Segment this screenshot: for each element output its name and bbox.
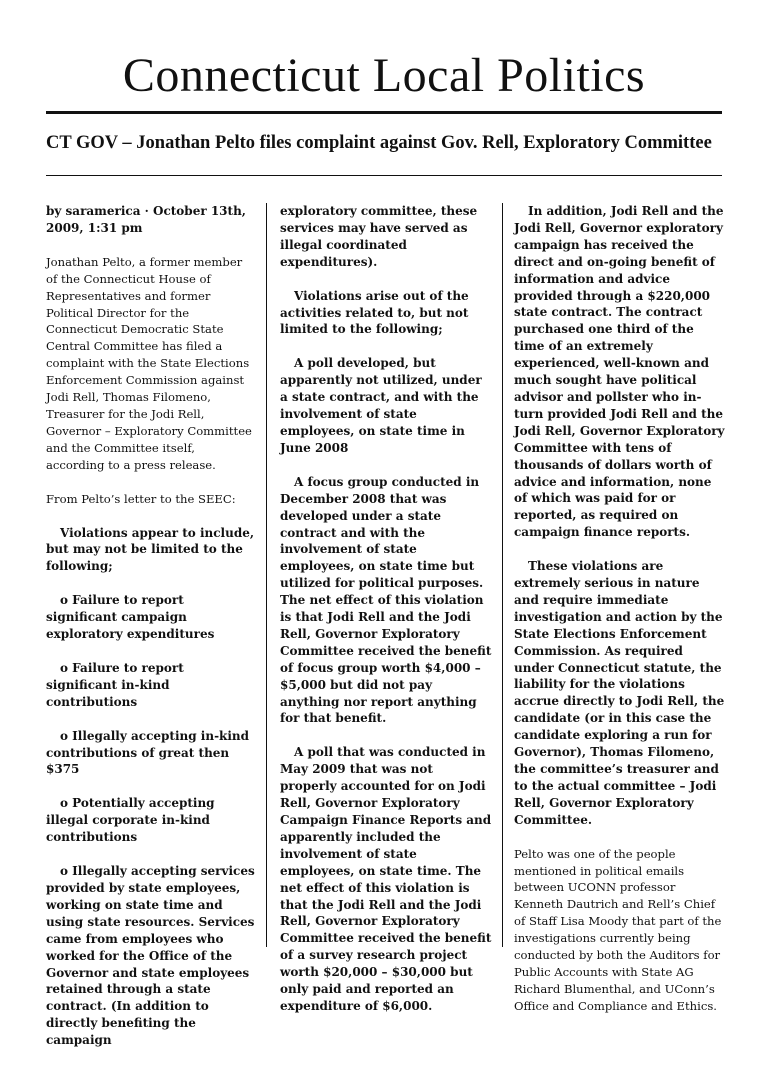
column-divider <box>502 203 503 947</box>
quote-paragraph: A poll that was conducted in May 2009 that was not properly accounted for on Jodi Rell, Governor Exploratory Campaign Finance Reports and apparently included the involvement of state employees, on state time. The net effect of this violation is that the Jodi Rell and the Jodi Rell, Governor Exploratory Committee received the benefit of a survey research project worth $20,000 – $30,000 but only paid and reported an expenditure of $6,000. <box>280 745 492 1013</box>
quote-paragraph: These violations are extremely serious in nature and require immediate investigation and action by the State Elections Enforcement Commission. As required under Connecticut statute, the liability for the violations accrue directly to Jodi Rell, the candidate (or in this case the candidate exploring a run for Governor), Thomas Filomeno, the committee’s treasurer and to the actual committee – Jodi Rell, Governor Exploratory Committee. <box>514 559 725 827</box>
headline-rule <box>46 175 722 176</box>
violation-item: o Failure to report significant in-kind contributions <box>46 660 184 709</box>
article-column-2 <box>280 203 492 1032</box>
violation-item: o Illegally accepting in-kind contributions of great then $375 <box>46 728 250 777</box>
violation-item: o Potentially accepting illegal corporate in-kind contributions <box>46 796 215 845</box>
masthead: Connecticut Local Politics <box>122 49 646 102</box>
paragraph: Pelto was one of the people mentioned in political emails between UCONN professor Kenneth Dautrich and Rell’s Chief of Staff Lisa Moody that part of the investigations currently being conducted by both the Auditors for Public Accounts with State AG Richard Blumenthal, and UConn’s Office and Compliance and Ethics. <box>514 846 722 1013</box>
article-headline[interactable]: CT GOV – Jonathan Pelto files complaint against Gov. Rell, Exploratory Committee <box>46 133 712 153</box>
article-column-1 <box>46 203 256 1066</box>
masthead-rule <box>46 111 722 114</box>
column-divider <box>266 203 267 947</box>
paragraph: Jonathan Pelto, a former member of the Connecticut House of Representatives and former Political Director for the Connecticut Democratic State Central Committee has filed a complaint with the State Elections Enforcement Commission against Jodi Rell, Thomas Filomeno, Treasurer for the Jodi Rell, Governor – Exploratory Committee and the Committee itself, according to a press release. <box>46 254 252 472</box>
violation-item: o Illegally accepting services provided by state employees, working on state time and using state resources. Services came from employees who worked for the Office of the Governor and state employees retained through a state contract. (In addition to directly benefiting the campaign <box>46 864 255 1048</box>
quote-paragraph: A poll developed, but apparently not utilized, under a state contract, and with the involvement of state employees, on state time in June 2008 <box>280 356 482 455</box>
quote-paragraph: Violations appear to include, but may not be limited to the following; <box>46 525 255 574</box>
byline: by saramerica · October 13th, 2009, 1:31 pm <box>46 204 246 235</box>
article-column-3 <box>514 203 726 1032</box>
quote-paragraph: exploratory committee, these services may have served as illegal coordinated expenditures). <box>280 204 478 269</box>
quote-paragraph: A focus group conducted in December 2008 that was developed under a state contract and with the involvement of state employees, on state time but utilized for political purposes. The net effect of this violation is that Jodi Rell and the Jodi Rell, Governor Exploratory Committee received the benefit of focus group worth $4,000 – $5,000 but did not pay anything nor report anything for that benefit. <box>280 474 492 726</box>
quote-paragraph: In addition, Jodi Rell and the Jodi Rell, Governor exploratory campaign has received the direct and on-going benefit of information and advice provided through a $220,000 state contract. The contract purchased one third of the time of an extremely experienced, well-known and much sought have political advisor and pollster who in-turn provided Jodi Rell and the Jodi Rell, Governor Exploratory Committee with tens of thousands of dollars worth of advice and information, none of which was paid for or reported, as required on campaign finance reports. <box>514 204 725 540</box>
paragraph: From Pelto’s letter to the SEEC: <box>46 491 236 506</box>
violation-item: o Failure to report significant campaign exploratory expenditures <box>46 593 215 642</box>
quote-paragraph: Violations arise out of the activities related to, but not limited to the following; <box>280 288 469 337</box>
